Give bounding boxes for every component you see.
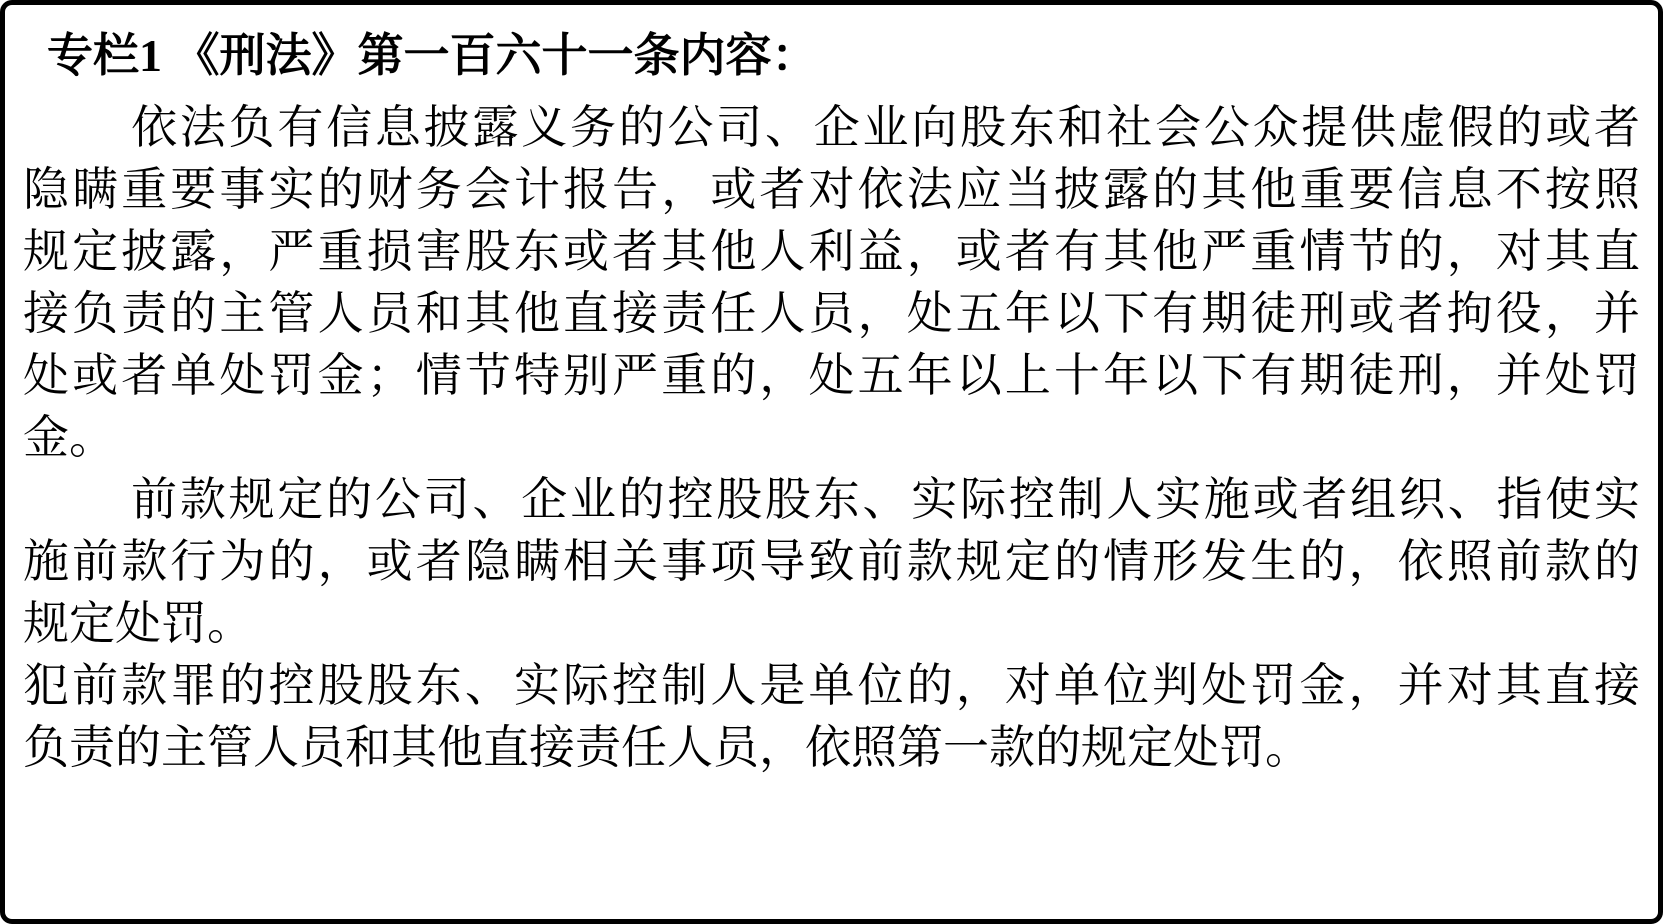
text-line: 接负责的主管人员和其他直接责任人员，处五年以下有期徒刑或者拘役，并 [23, 288, 1640, 339]
box-title: 专栏1 《刑法》第一百六十一条内容： [47, 30, 818, 81]
text-line: 施前款行为的，或者隐瞒相关事项导致前款规定的情形发生的，依照前款的 [23, 536, 1640, 587]
text-line: 负责的主管人员和其他直接责任人员，依照第一款的规定处罚。 [23, 722, 1311, 773]
text-line: 规定处罚。 [23, 598, 253, 649]
text-line: 规定披露，严重损害股东或者其他人利益，或者有其他严重情节的，对其直 [23, 226, 1640, 277]
box-body [23, 97, 1640, 779]
text-line: 前款规定的公司、企业的控股股东、实际控制人实施或者组织、指使实 [131, 474, 1640, 525]
text-line: 隐瞒重要事实的财务会计报告，或者对依法应当披露的其他重要信息不按照 [23, 164, 1640, 215]
text-line: 依法负有信息披露义务的公司、企业向股东和社会公众提供虚假的或者 [131, 102, 1640, 153]
text-line: 金。 [23, 412, 115, 463]
text-line: 处或者单处罚金；情节特别严重的，处五年以上十年以下有期徒刑，并处罚 [23, 350, 1640, 401]
text-line: 犯前款罪的控股股东、实际控制人是单位的，对单位判处罚金，并对其直接 [23, 660, 1640, 711]
